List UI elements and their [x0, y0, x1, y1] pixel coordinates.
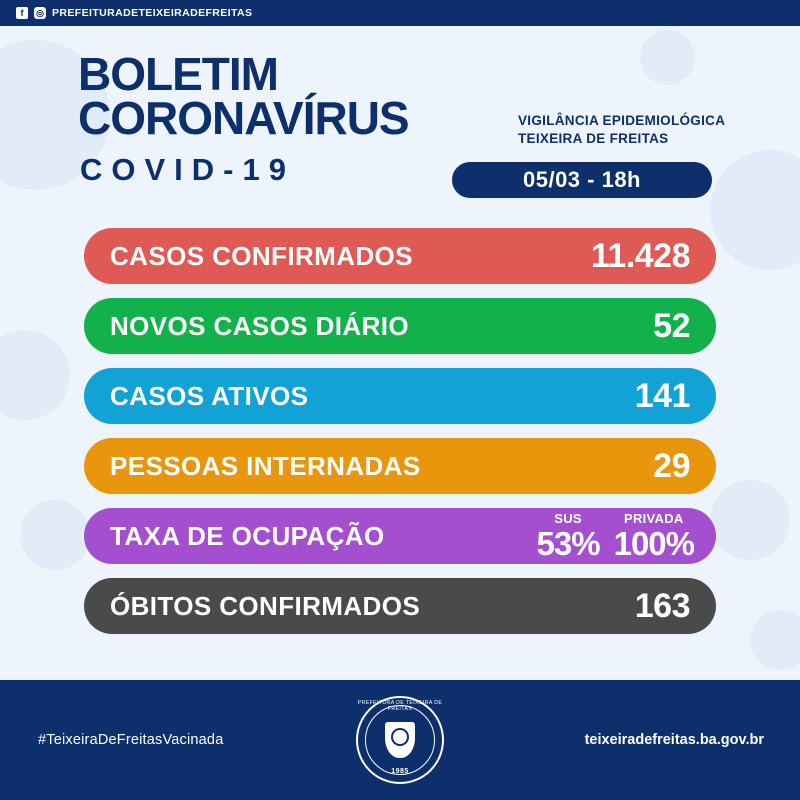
- stat-label: PESSOAS INTERNADAS: [110, 450, 421, 481]
- stat-value: 29: [653, 446, 690, 485]
- stat-value: 11.428: [590, 236, 690, 275]
- virus-decoration: [710, 150, 800, 270]
- crest-text: PREFEITURA DE TEIXEIRA DE FREITAS: [357, 700, 443, 712]
- instagram-icon[interactable]: ◎: [34, 7, 46, 19]
- stat-value: 163: [634, 586, 690, 625]
- agency-line-2: TEIXEIRA DE FREITAS: [518, 131, 669, 146]
- stat-label: TAXA DE OCUPAÇÃO: [110, 520, 385, 551]
- occupancy-caption: PRIVADA: [623, 511, 684, 526]
- stat-row-taxa-de-ocupacao: [84, 508, 716, 564]
- agency-line-1: VIGILÂNCIA EPIDEMIOLÓGICA: [518, 113, 726, 128]
- stat-value: 141: [634, 376, 690, 415]
- occupancy-privada: [614, 512, 694, 560]
- stat-label: CASOS ATIVOS: [110, 380, 309, 411]
- crest-shield-icon: [385, 722, 415, 758]
- poster-footer: [0, 680, 800, 800]
- stats-list: [84, 228, 716, 648]
- virus-decoration: [710, 480, 790, 560]
- title-line-1: BOLETIM: [78, 48, 278, 100]
- agency-label: [518, 112, 725, 148]
- footer-hashtag: #TeixeiraDeFreitasVacinada: [38, 732, 224, 748]
- stat-row-obitos-confirmados: [84, 578, 716, 634]
- stat-label: NOVOS CASOS DIÁRIO: [110, 310, 410, 341]
- occupancy-caption: SUS: [554, 511, 582, 526]
- stat-label: CASOS CONFIRMADOS: [110, 240, 413, 271]
- city-crest-logo: [356, 696, 444, 784]
- page-subtitle: COVID-19: [80, 152, 295, 187]
- occupancy-value: 53%: [536, 525, 600, 562]
- virus-decoration: [640, 30, 695, 85]
- stat-label: ÓBITOS CONFIRMADOS: [110, 590, 421, 621]
- crest-year: 1985: [391, 768, 409, 775]
- social-handle: PREFEITURADETEIXEIRADEFREITAS: [52, 7, 253, 19]
- title-line-2: CORONAVÍRUS: [78, 92, 409, 144]
- social-topbar: [0, 0, 800, 26]
- stat-row-novos-casos-diario: [84, 298, 716, 354]
- occupancy-sus: [537, 512, 600, 560]
- virus-decoration: [20, 500, 90, 570]
- stat-row-casos-ativos: [84, 368, 716, 424]
- stat-row-pessoas-internadas: [84, 438, 716, 494]
- date-badge: 05/03 - 18h: [452, 162, 712, 198]
- virus-decoration: [750, 610, 800, 670]
- virus-decoration: [0, 330, 70, 420]
- stat-row-casos-confirmados: [84, 228, 716, 284]
- footer-website: teixeiradefreitas.ba.gov.br: [584, 732, 764, 748]
- page-title: [78, 48, 409, 144]
- occupancy-value: 100%: [613, 525, 694, 562]
- facebook-icon[interactable]: f: [16, 7, 28, 19]
- stat-value: 52: [653, 306, 690, 345]
- occupancy-group: [537, 512, 716, 560]
